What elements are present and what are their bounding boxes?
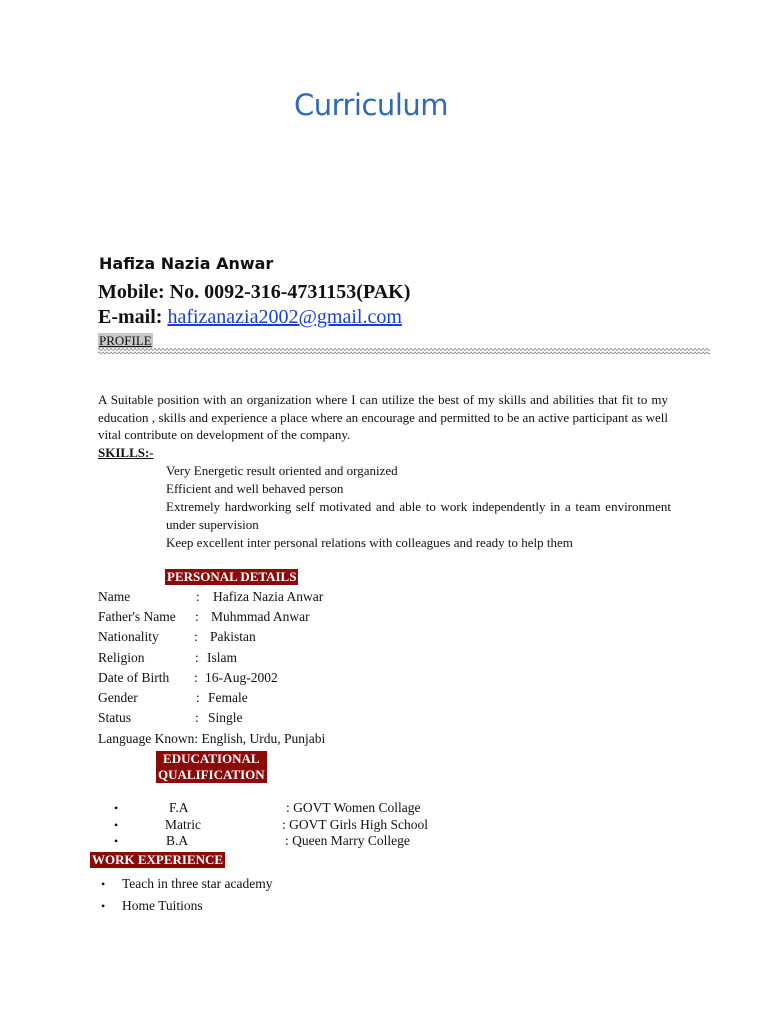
education-institute: : GOVT Girls High School: [282, 817, 429, 832]
candidate-name: Hafiza Nazia Anwar: [99, 254, 274, 273]
document-title: Curriculum: [293, 88, 449, 122]
bullet-icon: •: [114, 818, 119, 832]
detail-row-father: [98, 609, 310, 625]
detail-value: Female: [208, 690, 248, 705]
skill-item: Extremely hardworking self motivated and able to work independently in a team environment under supervision: [166, 499, 671, 532]
education-heading: [156, 751, 267, 783]
education-heading-line1: EDUCATIONAL: [163, 751, 260, 766]
detail-value: Pakistan: [210, 629, 256, 644]
email-link[interactable]: hafizanazia2002@gmail.com: [167, 306, 402, 328]
detail-value: English, Urdu, Punjabi: [201, 731, 326, 746]
detail-row-dob: [98, 670, 278, 686]
education-degree: Matric: [165, 817, 201, 832]
detail-row-gender: [98, 690, 248, 706]
detail-row-nationality: [98, 629, 256, 645]
detail-row-religion: [98, 650, 237, 666]
personal-details-heading: PERSONAL DETAILS: [167, 569, 297, 584]
detail-colon: :: [195, 609, 199, 624]
work-item: Teach in three star academy: [122, 876, 273, 891]
detail-row-name: [98, 589, 324, 605]
detail-colon: :: [195, 650, 199, 665]
detail-colon: :: [196, 690, 200, 705]
detail-label: Gender: [98, 690, 138, 705]
bullet-icon: •: [101, 877, 106, 891]
detail-label: Religion: [98, 650, 145, 665]
skills-list: [166, 462, 671, 552]
detail-row-language: [98, 731, 325, 747]
skill-item: Very Energetic result oriented and organized: [166, 463, 398, 478]
education-institute: : GOVT Women Collage: [286, 800, 421, 815]
skill-item: Efficient and well behaved person: [166, 481, 344, 496]
skill-item: Keep excellent inter personal relations with colleagues and ready to help them: [166, 535, 573, 550]
detail-value: Single: [208, 710, 243, 725]
education-institute: : Queen Marry College: [285, 833, 410, 848]
skills-heading: SKILLS:-: [98, 445, 154, 460]
detail-colon: :: [196, 589, 200, 604]
email-line: [98, 306, 402, 329]
work-experience-heading: WORK EXPERIENCE: [92, 852, 224, 867]
detail-value: Muhmmad Anwar: [211, 609, 310, 624]
work-item: Home Tuitions: [122, 898, 203, 913]
mobile-number: Mobile: No. 0092-316-4731153(PAK): [98, 281, 411, 303]
detail-row-status: [98, 710, 243, 726]
bullet-icon: •: [114, 834, 119, 848]
education-degree: F.A: [169, 800, 189, 815]
detail-label: Nationality: [98, 629, 159, 644]
wavy-divider: [98, 346, 710, 356]
education-degree: B.A: [166, 833, 189, 848]
detail-label: Status: [98, 710, 132, 725]
profile-heading: PROFILE: [99, 333, 152, 348]
bullet-icon: •: [101, 899, 106, 913]
detail-label: Language Known:: [98, 731, 199, 746]
detail-colon: :: [194, 670, 198, 685]
detail-label: Father's Name: [98, 609, 176, 624]
bullet-icon: •: [114, 801, 119, 815]
detail-value: Hafiza Nazia Anwar: [213, 589, 324, 604]
email-label: E-mail:: [98, 306, 168, 328]
education-heading-line2: QUALIFICATION: [158, 767, 265, 782]
detail-value: Islam: [207, 650, 237, 665]
detail-label: Name: [98, 589, 131, 604]
profile-text: A Suitable position with an organization where I can utilize the best of my skills and abilities that fit to my education , skills and experience a place where an encourage and permitted to be an active participant as well vital contribute on development of the company.: [98, 392, 668, 442]
detail-label: Date of Birth: [98, 670, 170, 685]
detail-value: 16-Aug-2002: [205, 670, 278, 685]
detail-colon: :: [194, 629, 198, 644]
detail-colon: :: [195, 710, 199, 725]
